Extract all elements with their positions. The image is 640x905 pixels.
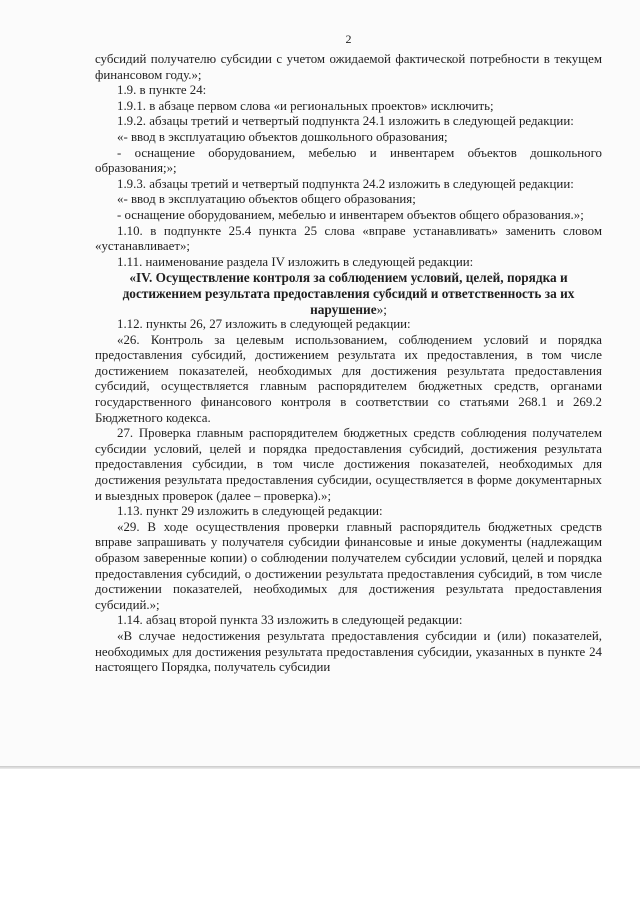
paragraph-text: 1.9. в пункте 24: xyxy=(117,83,207,98)
paragraph-text: 1.14. абзац второй пункта 33 изложить в следующей редакции: xyxy=(117,613,463,628)
paragraph-text: - оснащение оборудованием, мебелью и инвентарем объектов дошкольного образования;»; xyxy=(95,145,602,176)
paragraph-text: 1.13. пункт 29 изложить в следующей редакции: xyxy=(117,504,383,519)
paragraph xyxy=(95,317,602,333)
paragraph-text: «В случае недостижения результата предоставления субсидии и (или) показателей, необходимых для достижения результата предоставления субсидии, указанных в пункте 24 настоящего Порядка, получатель субсидии xyxy=(95,628,602,675)
paragraph-text: 1.10. в подпункте 25.4 пункта 25 слова «вправе устанавливать» заменить словом «устанавливает»; xyxy=(95,223,602,254)
paragraph xyxy=(95,83,602,99)
paragraph xyxy=(95,99,602,115)
heading-tail: »; xyxy=(376,301,387,317)
paragraph xyxy=(95,333,602,427)
paragraph xyxy=(95,177,602,193)
paragraph-text: «IV. Осуществление контроля за соблюдением условий, целей, порядка и достижением результата предоставления субсидий и ответственность за их нарушение xyxy=(122,270,575,317)
paragraph-text: 1.9.3. абзацы третий и четвертый подпункта 24.2 изложить в следующей редакции: xyxy=(117,176,574,191)
paragraph xyxy=(95,130,602,146)
paragraph xyxy=(95,504,602,520)
paragraph-text: 1.9.2. абзацы третий и четвертый подпункта 24.1 изложить в следующей редакции: xyxy=(117,114,574,129)
paragraph xyxy=(95,146,602,177)
paragraph-text: «- ввод в эксплуатацию объектов дошкольного образования; xyxy=(117,129,448,144)
paragraph xyxy=(95,629,602,676)
paragraph-text: субсидий получателю субсидии с учетом ожидаемой фактической потребности в текущем финансовом году.»; xyxy=(95,52,602,82)
paragraph xyxy=(95,255,602,271)
page-number: 2 xyxy=(345,32,352,46)
paragraph xyxy=(95,224,602,255)
section-heading xyxy=(95,270,602,317)
paragraph-list xyxy=(95,52,602,676)
document-body xyxy=(95,32,602,676)
paragraph-text: 1.12. пункты 26, 27 изложить в следующей редакции: xyxy=(117,317,411,332)
paragraph-text: «26. Контроль за целевым использованием, соблюдением условий и порядка предоставления субсидий, достижением результата их предоставления, в том числе достижением показателей, необходимых для достижения результата предоставления субсидий, осуществляется главным распорядителем бюджетных средств, органами государственного финансового контроля в соответствии со статьями 268.1 и 269.2 Бюджетного кодекса. xyxy=(95,332,602,425)
paragraph xyxy=(95,613,602,629)
paragraph xyxy=(95,208,602,224)
paragraph-text: - оснащение оборудованием, мебелью и инвентарем объектов общего образования.»; xyxy=(117,207,584,222)
paragraph xyxy=(95,114,602,130)
paragraph-text: 27. Проверка главным распорядителем бюджетных средств соблюдения получателем субсидии условий, целей и порядка предоставления субсидий, достижения результата предоставления субсидии, в том числе достижения показателей, необходимых для достижения результата предоставления субсидии, осуществляется в форме документарных и выездных проверок (далее – проверка).»; xyxy=(95,426,602,503)
paragraph-text: «29. В ходе осуществления проверки главный распорядитель бюджетных средств вправе запрашивать у получателя субсидии финансовые и иные документы (надлежащим образом заверенные копии) о соблюдении получателем субсидии условий, целей и порядка предоставления субсидий, о достижении результата предоставления субсидий, в том числе достижении показателей, необходимых для достижения результата предоставления субсидий.»; xyxy=(95,519,602,612)
paragraph xyxy=(95,52,602,83)
paragraph-text: «- ввод в эксплуатацию объектов общего образования; xyxy=(117,192,416,207)
paragraph-text: 1.11. наименование раздела IV изложить в следующей редакции: xyxy=(117,254,474,269)
paragraph xyxy=(95,426,602,504)
paragraph-text: 1.9.1. в абзаце первом слова «и региональных проектов» исключить; xyxy=(117,98,494,113)
page-bottom-edge xyxy=(0,766,640,769)
paragraph xyxy=(95,520,602,614)
paragraph xyxy=(95,192,602,208)
